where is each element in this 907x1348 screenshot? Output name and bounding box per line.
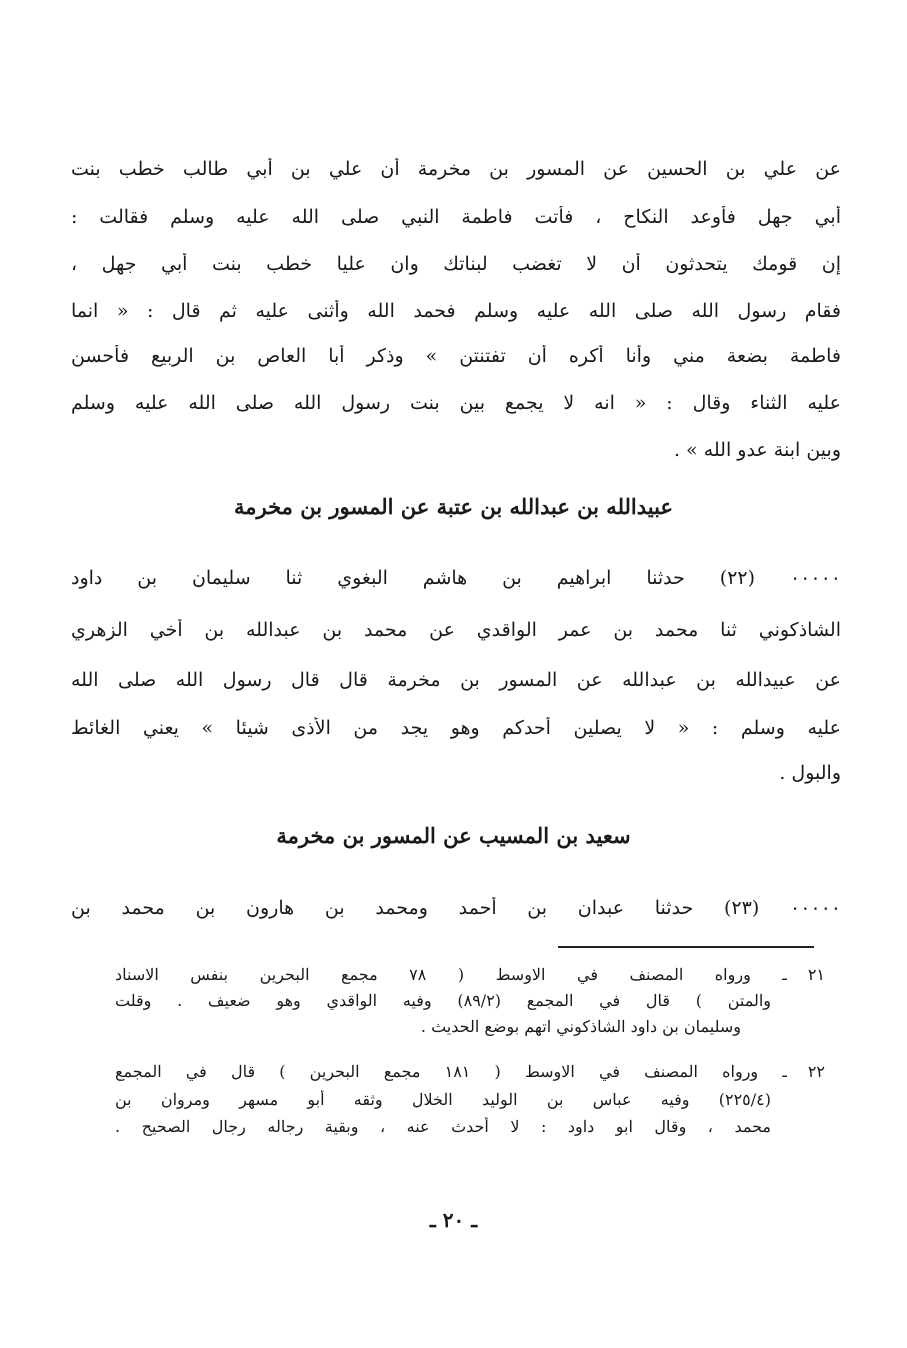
section-heading: سعيد بن المسيب عن المسور بن مخرمة: [276, 823, 631, 848]
body-line: عليه وسلم : « لا يصلين أحدكم وهو يجد من الأذى شيئا » يعني الغائط: [71, 717, 841, 739]
footnote-line: ـ ورواه المصنف في الاوسط ( ٧٨ مجمع البحرين بنفس الاسناد: [115, 965, 787, 984]
footnote-number: ٢١: [807, 965, 825, 984]
footnote-divider: [558, 946, 814, 948]
body-line: عن عبيدالله بن عبدالله عن المسور بن مخرمة قال قال رسول الله صلى الله: [71, 669, 841, 691]
section-heading: عبيدالله بن عبدالله بن عتبة عن المسور بن مخرمة: [234, 494, 673, 519]
body-line: عن علي بن الحسين عن المسور بن مخرمة أن علي بن أبي طالب خطب بنت: [71, 158, 841, 180]
body-line: وبين ابنة عدو الله » .: [673, 439, 841, 461]
body-line: أبي جهل فأوعد النكاح ، فأتت فاطمة النبي صلى الله عليه وسلم فقالت :: [71, 206, 841, 228]
body-line: فقام رسول الله صلى الله عليه وسلم فحمد الله وأثنى عليه ثم قال : « انما: [71, 300, 841, 322]
body-line: والبول .: [779, 762, 841, 784]
body-line: عليه الثناء وقال : « انه لا يجمع بين بنت رسول الله صلى الله عليه وسلم: [71, 392, 841, 414]
footnote-line: وسليمان بن داود الشاذكوني اتهم بوضع الحديث .: [420, 1017, 741, 1036]
body-line: فاطمة بضعة مني وأنا أكره أن تفتنتن » وذكر أبا العاص بن الربيع فأحسن: [71, 345, 841, 367]
footnote-number: ٢٢: [807, 1062, 825, 1081]
body-line: ٠٠٠٠٠ (٢٣) حدثنا عبدان بن أحمد ومحمد بن هارون بن محمد بن: [71, 897, 841, 919]
body-line: ٠٠٠٠٠ (٢٢) حدثنا ابراهيم بن هاشم البغوي ثنا سليمان بن داود: [71, 567, 841, 589]
footnote-line: والمتن ) قال في المجمع (٨٩/٢) وفيه الواقدي وهو ضعيف . وقلت: [115, 991, 771, 1010]
footnote-line: ـ ورواه المصنف في الاوسط ( ١٨١ مجمع البحرين ) قال في المجمع: [115, 1062, 787, 1081]
footnote-line: محمد ، وقال ابو داود : لا أحدث عنه ، وبقية رجاله رجال الصحيح .: [115, 1117, 771, 1136]
page-number: ـ ٢٠ ـ: [429, 1208, 478, 1232]
body-line: إن قومك يتحدثون أن لا تغضب لبناتك وان عليا خطب بنت أبي جهل ،: [71, 253, 841, 275]
footnote-line: (٢٢٥/٤) وفيه عباس بن الوليد الخلال وثقه أبو مسهر ومروان بن: [115, 1090, 771, 1109]
body-line: الشاذكوني ثنا محمد بن عمر الواقدي عن محمد بن عبدالله بن أخي الزهري: [71, 619, 841, 641]
